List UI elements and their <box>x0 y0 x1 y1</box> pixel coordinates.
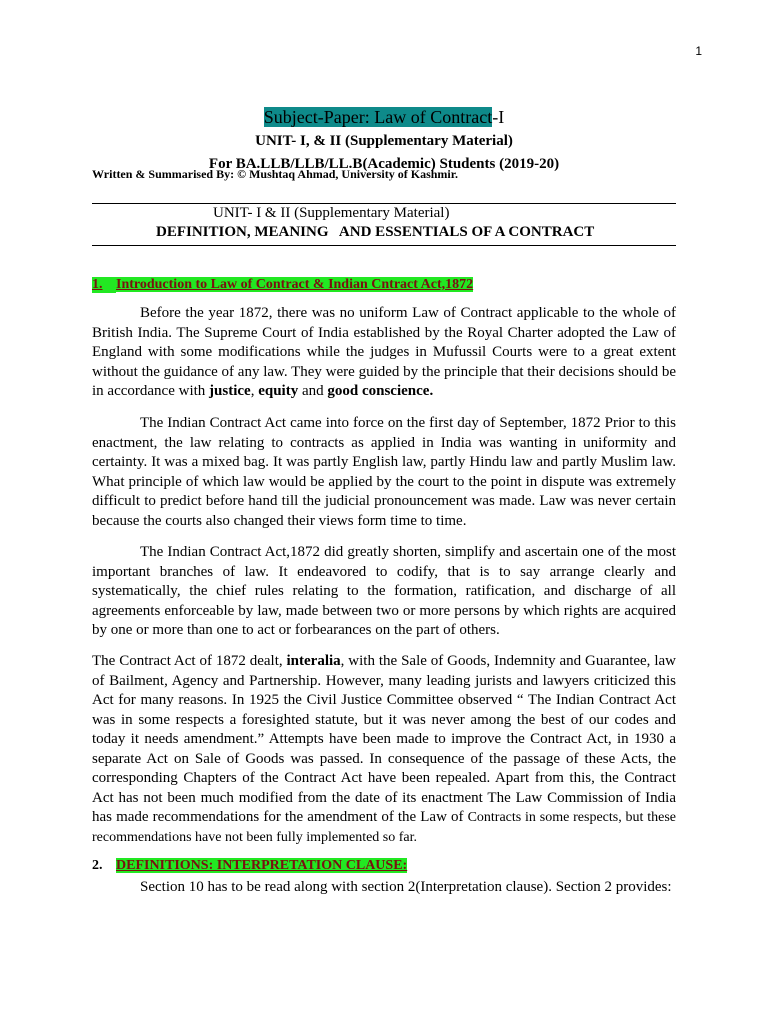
bold-term: interalia <box>286 653 341 669</box>
paragraph-4 <box>92 652 676 847</box>
title-suffix: -I <box>492 107 505 127</box>
section-title: Introduction to Law of Contract & Indian Cntract Act,1872 <box>116 277 474 292</box>
para-text: Contracts in some respects, but these recommendations have not been fully implemented so far. <box>92 810 676 845</box>
subtitle-unit: UNIT- I, & II (Supplementary Material) <box>255 133 513 149</box>
unit-line: UNIT- I & II (Supplementary Material) <box>213 205 450 221</box>
para-text: , with the Sale of Goods, Indemnity and Guarantee, law of Bailment, Agency and Partnership. However, many leading jurists and lawyers criticized this Act for many reasons. In 1925 the Civil Justice Committee observed “ The Indian Contract Act was in some respects a foresighted statute, but it was never among the best of our codes and today it needs amendment.” Attempts have been made to improve the Contract Act, in 1930 a separate Act on Sale of Goods was passed. In consequence of the passage of these Acts, the corresponding Chapters of the Contract Act have been repealed. Apart from this, the Contract Act has not been much modified from the date of its enactment The Law Commission of India has made recommendations for the amendment of the Law of <box>92 653 676 825</box>
para-sep: and <box>298 383 328 399</box>
section-title: DEFINITIONS: INTERPRETATION CLAUSE: <box>116 858 408 873</box>
title-highlight: Subject-Paper: Law of Contract <box>263 107 493 127</box>
bottom-rule <box>92 245 676 246</box>
subtitle-students: For BA.LLB/LLB/LL.B(Academic) Students (2019-20) <box>208 156 560 172</box>
paragraph-1 <box>92 304 676 402</box>
para-text: Section 10 has to be read along with section 2(Interpretation clause). Section 2 provides: <box>140 879 672 895</box>
section-heading-2 <box>92 858 407 874</box>
para-text: Before the year 1872, there was no uniform Law of Contract applicable to the whole of British India. The Supreme Court of India established by the Royal Charter adopted the Law of England with some modifications while the judges in Mufussil Courts were to a great extent without the guidance of any law. They were guided by the principle that their decisions should be in accordance with <box>92 305 677 399</box>
paragraph-3 <box>92 543 676 641</box>
bold-term: good conscience. <box>327 383 434 399</box>
unit-heading: DEFINITION, MEANING AND ESSENTIALS OF A CONTRACT <box>156 224 595 240</box>
paragraph-5 <box>92 878 676 898</box>
top-rule <box>92 203 676 204</box>
para-text: The Indian Contract Act came into force on the first day of September, 1872 Prior to this enactment, the law relating to contracts as applied in India was wanting in uniformity and certainty. It was a mixed bag. It was partly English law, partly Hindu law and partly Muslim law. What principle of which law would be applied by the court to the point in dispute was extremely difficult to predict before hand till the judicial pronouncement was made. Law was never certain because the courts also changed their views form time to time. <box>92 415 676 529</box>
para-sep: , <box>250 383 259 399</box>
bold-term: justice <box>209 383 251 399</box>
section-heading-1 <box>92 277 473 293</box>
bold-term: equity <box>258 383 299 399</box>
paragraph-2 <box>92 414 676 531</box>
page-number: 1 <box>695 44 702 58</box>
para-text: The Indian Contract Act,1872 did greatly shorten, simplify and ascertain one of the most important branches of law. It endeavored to codify, that is to say arrange clearly and systematically, the chief rules relating to the formation, ratification, and discharge of all agreements enforceable by law, made between two or more persons by which rights are acquired by one or more than one to act or forbearances on the part of others. <box>92 544 676 638</box>
page-title <box>0 106 768 128</box>
section-number: 2. <box>92 858 103 873</box>
author-line: Written & Summarised By: © Mushtaq Ahmad, University of Kashmir. <box>92 167 458 181</box>
section-number: 1. <box>92 277 116 293</box>
document-header <box>0 106 768 174</box>
para-text: The Contract Act of 1872 dealt, <box>92 653 287 669</box>
